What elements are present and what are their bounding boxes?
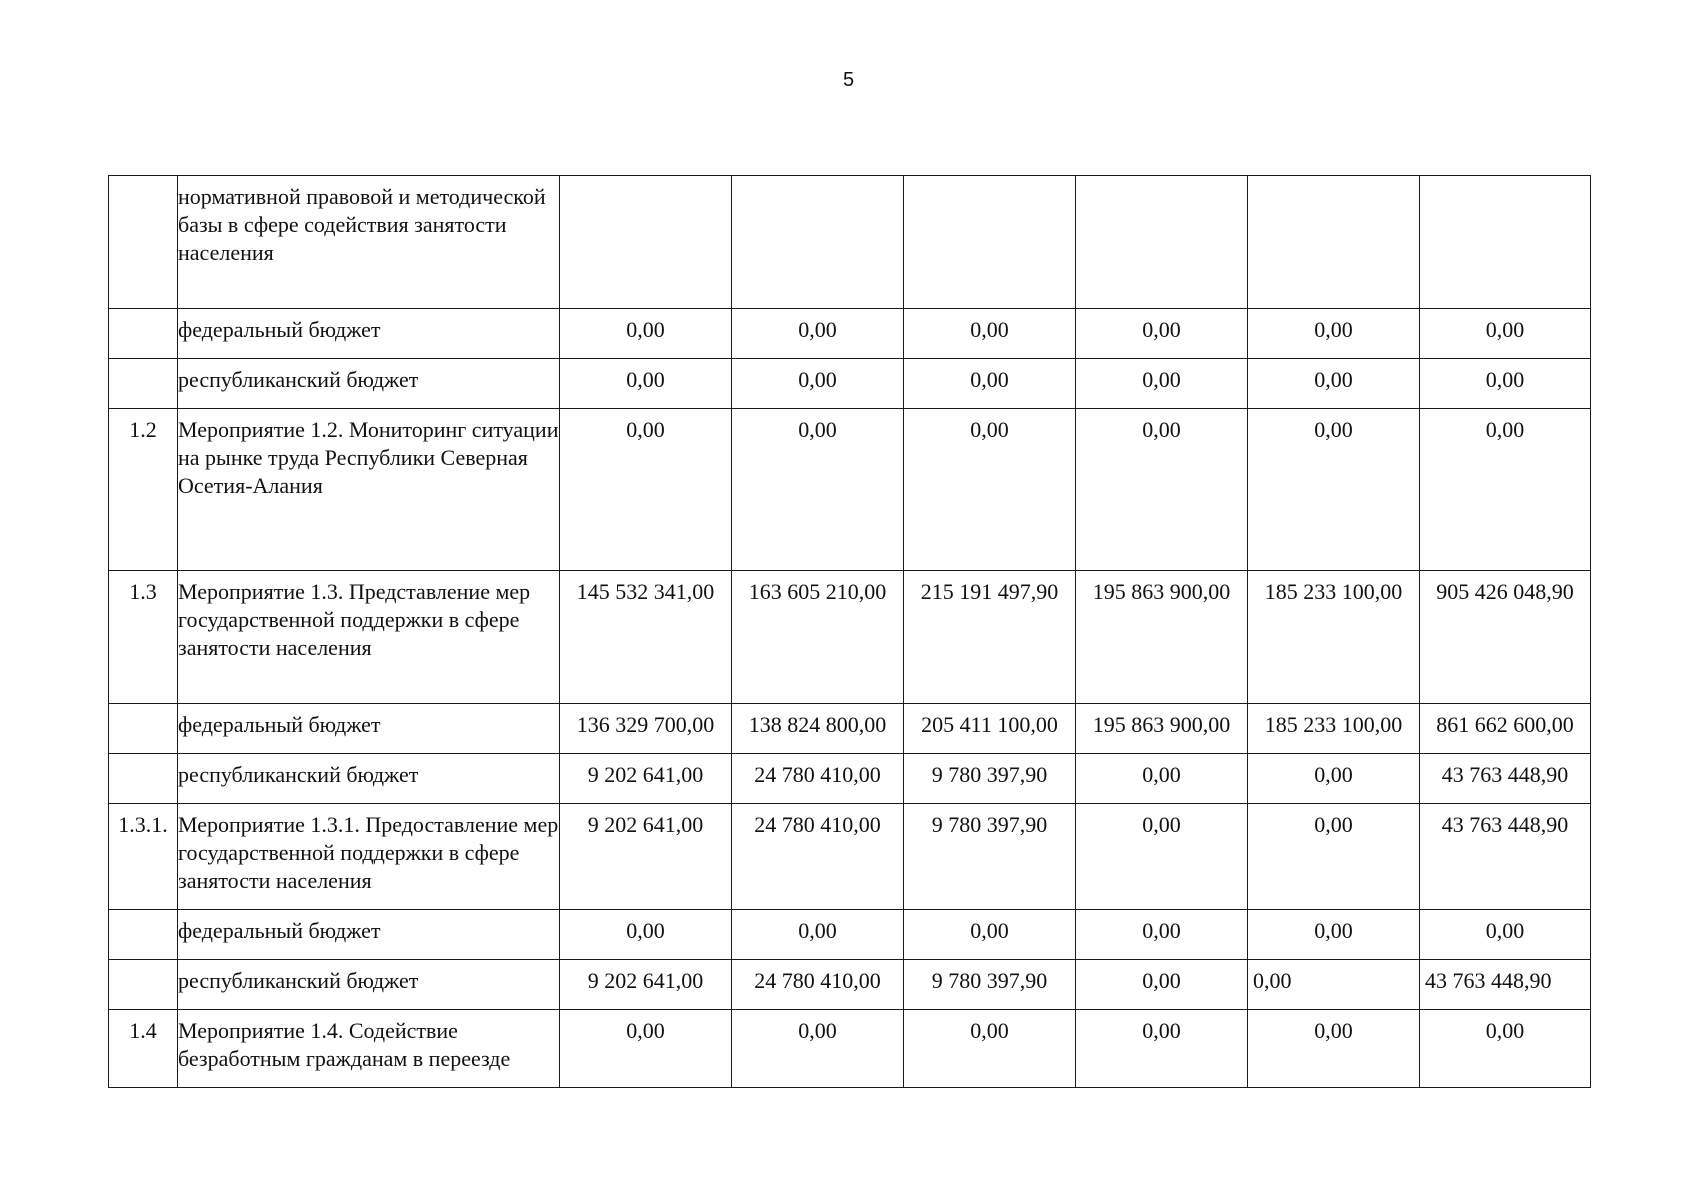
value-cell: 0,00 [732,409,904,571]
value-cell: 0,00 [1420,1010,1591,1088]
row-number [109,910,178,960]
value-cell: 9 780 397,90 [904,960,1076,1010]
value-cell: 0,00 [1420,910,1591,960]
value-cell: 0,00 [904,409,1076,571]
activity-name: Мероприятие 1.2. Мониторинг ситуации на рынке труда Республики Северная Осетия-Алания [178,409,560,571]
table-row [109,409,1591,571]
value-cell: 0,00 [560,309,732,359]
table-row [109,1010,1591,1088]
value-cell: 136 329 700,00 [560,704,732,754]
activity-name: федеральный бюджет [178,704,560,754]
value-cell: 0,00 [1076,359,1248,409]
value-cell [560,176,732,309]
value-cell [1420,176,1591,309]
value-cell: 163 605 210,00 [732,571,904,704]
value-cell: 0,00 [1248,309,1420,359]
budget-table [108,175,1591,1088]
value-cell: 43 763 448,90 [1420,754,1591,804]
value-cell: 9 202 641,00 [560,804,732,910]
value-cell: 24 780 410,00 [732,754,904,804]
row-number: 1.3 [109,571,178,704]
value-cell: 43 763 448,90 [1420,804,1591,910]
value-cell: 195 863 900,00 [1076,571,1248,704]
table-row [109,804,1591,910]
value-cell: 0,00 [1248,910,1420,960]
row-number [109,754,178,804]
value-cell: 0,00 [1076,960,1248,1010]
value-cell: 9 202 641,00 [560,960,732,1010]
table-row [109,910,1591,960]
value-cell: 861 662 600,00 [1420,704,1591,754]
value-cell: 185 233 100,00 [1248,571,1420,704]
table-row [109,176,1591,309]
row-number [109,704,178,754]
value-cell: 24 780 410,00 [732,804,904,910]
value-cell: 0,00 [904,1010,1076,1088]
value-cell: 0,00 [1420,359,1591,409]
value-cell: 195 863 900,00 [1076,704,1248,754]
value-cell: 0,00 [732,309,904,359]
value-cell: 145 532 341,00 [560,571,732,704]
value-cell: 0,00 [732,359,904,409]
activity-name: Мероприятие 1.3.1. Предоставление мер государственной поддержки в сфере занятости населения [178,804,560,910]
activity-name: Мероприятие 1.4. Содействие безработным гражданам в переезде [178,1010,560,1088]
value-cell: 0,00 [1420,409,1591,571]
activity-name: федеральный бюджет [178,309,560,359]
table-row [109,704,1591,754]
activity-name: республиканский бюджет [178,754,560,804]
value-cell: 0,00 [560,409,732,571]
value-cell: 0,00 [1248,1010,1420,1088]
activity-name: республиканский бюджет [178,359,560,409]
value-cell: 9 780 397,90 [904,804,1076,910]
value-cell [1076,176,1248,309]
value-cell: 205 411 100,00 [904,704,1076,754]
value-cell: 0,00 [1248,960,1420,1010]
value-cell: 0,00 [1076,910,1248,960]
table-row [109,309,1591,359]
activity-name: республиканский бюджет [178,960,560,1010]
activity-name: нормативной правовой и методической базы в сфере содействия занятости населения [178,176,560,309]
value-cell: 43 763 448,90 [1420,960,1591,1010]
value-cell: 0,00 [904,910,1076,960]
value-cell: 0,00 [1420,309,1591,359]
value-cell [1248,176,1420,309]
value-cell [732,176,904,309]
value-cell: 9 202 641,00 [560,754,732,804]
value-cell: 0,00 [1076,409,1248,571]
value-cell: 0,00 [1248,754,1420,804]
row-number: 1.3.1. [109,804,178,910]
value-cell: 0,00 [1248,804,1420,910]
table-row [109,754,1591,804]
value-cell: 215 191 497,90 [904,571,1076,704]
row-number [109,176,178,309]
value-cell: 0,00 [1248,359,1420,409]
value-cell: 0,00 [1076,1010,1248,1088]
value-cell: 0,00 [904,359,1076,409]
value-cell: 0,00 [732,910,904,960]
value-cell: 0,00 [732,1010,904,1088]
table-row [109,960,1591,1010]
row-number: 1.4 [109,1010,178,1088]
value-cell: 185 233 100,00 [1248,704,1420,754]
activity-name: федеральный бюджет [178,910,560,960]
table-row [109,571,1591,704]
value-cell: 0,00 [904,309,1076,359]
row-number [109,960,178,1010]
row-number [109,309,178,359]
value-cell: 0,00 [1076,804,1248,910]
value-cell: 0,00 [1076,754,1248,804]
value-cell: 0,00 [1076,309,1248,359]
value-cell: 0,00 [1248,409,1420,571]
value-cell: 0,00 [560,910,732,960]
row-number [109,359,178,409]
value-cell: 0,00 [560,1010,732,1088]
row-number: 1.2 [109,409,178,571]
value-cell: 905 426 048,90 [1420,571,1591,704]
value-cell: 9 780 397,90 [904,754,1076,804]
table-row [109,359,1591,409]
value-cell: 24 780 410,00 [732,960,904,1010]
value-cell: 0,00 [560,359,732,409]
value-cell [904,176,1076,309]
page-number: 5 [842,69,855,91]
value-cell: 138 824 800,00 [732,704,904,754]
activity-name: Мероприятие 1.3. Представление мер государственной поддержки в сфере занятости населения [178,571,560,704]
